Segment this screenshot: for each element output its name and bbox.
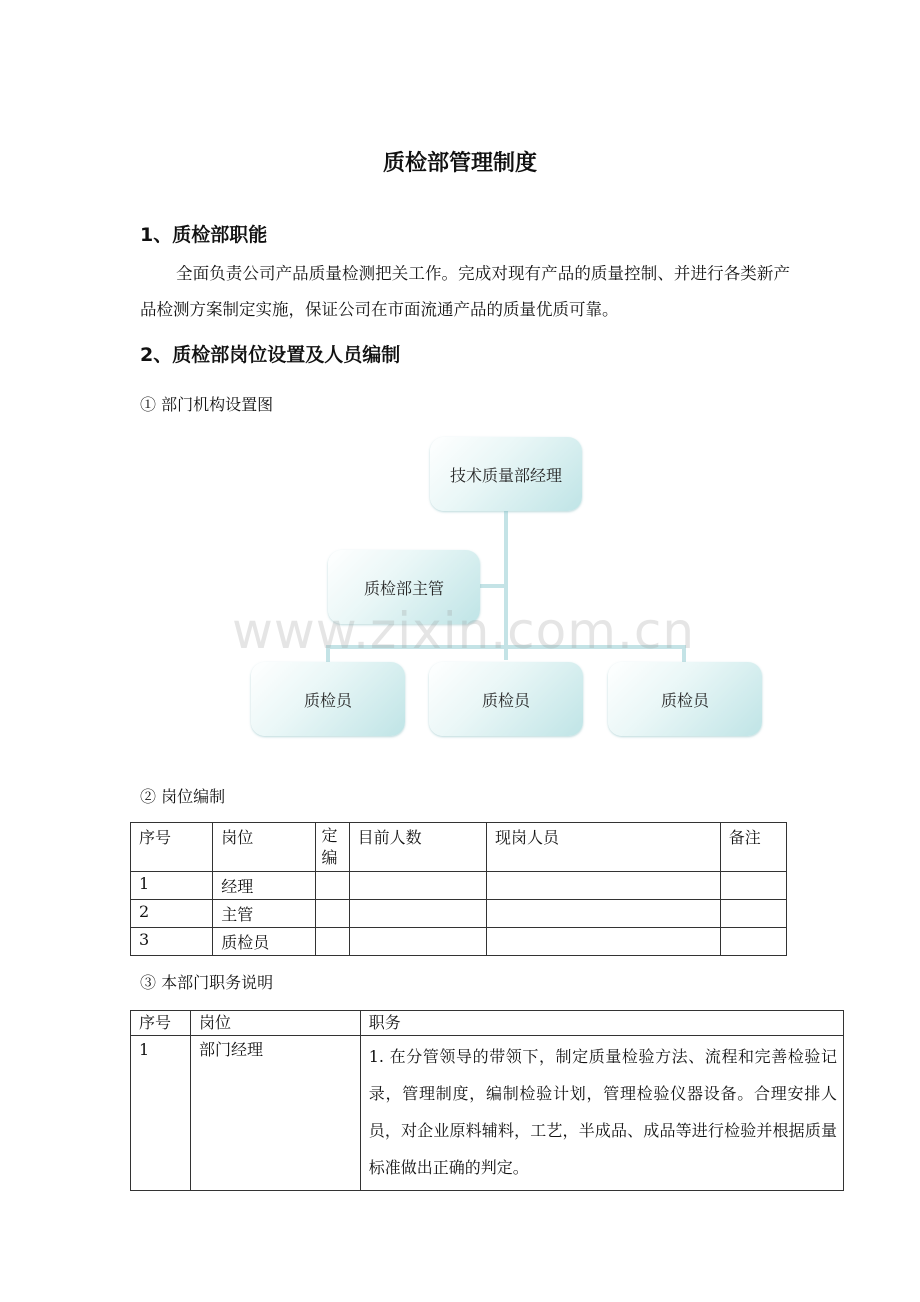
org-box-supervisor: 质检部主管 bbox=[328, 550, 480, 624]
table-cell bbox=[349, 900, 486, 928]
table-cell bbox=[315, 928, 349, 956]
staffing-header-cell: 现岗人员 bbox=[487, 823, 721, 872]
table-row bbox=[131, 928, 787, 956]
table-cell: 1 bbox=[131, 1036, 191, 1191]
table-cell: 2 bbox=[131, 900, 213, 928]
staffing-header-cell: 序号 bbox=[131, 823, 213, 872]
table-cell: 1 bbox=[131, 872, 213, 900]
table-row bbox=[131, 1036, 844, 1191]
duties-header-cell: 职务 bbox=[360, 1011, 843, 1036]
staffing-table bbox=[130, 822, 787, 956]
org-box-inspector-3: 质检员 bbox=[608, 662, 762, 736]
table-cell bbox=[720, 872, 786, 900]
staffing-header-row bbox=[131, 823, 787, 872]
duties-header-row bbox=[131, 1011, 844, 1036]
document-title: 质检部管理制度 bbox=[382, 151, 537, 176]
duties-table bbox=[130, 1010, 844, 1191]
watermark: www.zixin.com.cn bbox=[232, 602, 696, 660]
table-cell: 经理 bbox=[213, 872, 315, 900]
section2-heading: 2、质检部岗位设置及人员编制 bbox=[140, 344, 401, 366]
org-box-inspector-2: 质检员 bbox=[429, 662, 583, 736]
connector-middle bbox=[478, 584, 506, 588]
org-box-inspector-1: 质检员 bbox=[251, 662, 405, 736]
staffing-header-cell: 定编 bbox=[315, 823, 349, 872]
staffing-header-cell: 备注 bbox=[720, 823, 786, 872]
org-chart-label: ① 部门机构设置图 bbox=[140, 395, 274, 414]
staffing-label: ② 岗位编制 bbox=[140, 787, 226, 806]
table-cell: 3 bbox=[131, 928, 213, 956]
table-cell bbox=[349, 872, 486, 900]
table-cell bbox=[349, 928, 486, 956]
duties-header-cell: 序号 bbox=[131, 1011, 191, 1036]
table-cell: 主管 bbox=[213, 900, 315, 928]
org-box-manager: 技术质量部经理 bbox=[430, 437, 582, 511]
duty-description: 1. 在分管领导的带领下，制定质量检验方法、流程和完善检验记录，管理制度，编制检验计划，管理检验仪器设备。合理安排人员，对企业原料辅料，工艺，半成品、成品等进行检验并根据质量标准做出正确的判定。 bbox=[360, 1036, 843, 1191]
table-row bbox=[131, 872, 787, 900]
table-cell bbox=[487, 928, 721, 956]
staffing-header-cell: 岗位 bbox=[213, 823, 315, 872]
section1-heading: 1、质检部职能 bbox=[140, 224, 268, 246]
table-cell bbox=[315, 872, 349, 900]
duties-label: ③ 本部门职务说明 bbox=[140, 973, 274, 992]
table-cell: 质检员 bbox=[213, 928, 315, 956]
table-cell: 部门经理 bbox=[190, 1036, 360, 1191]
table-cell bbox=[720, 900, 786, 928]
table-cell bbox=[315, 900, 349, 928]
table-cell bbox=[720, 928, 786, 956]
duties-header-cell: 岗位 bbox=[190, 1011, 360, 1036]
staffing-header-cell: 目前人数 bbox=[349, 823, 486, 872]
table-cell bbox=[487, 900, 721, 928]
section1-body: 全面负责公司产品质量检测把关工作。完成对现有产品的质量控制、并进行各类新产品检测方案制定实施，保证公司在市面流通产品的质量优质可靠。 bbox=[140, 264, 790, 319]
table-cell bbox=[487, 872, 721, 900]
table-row bbox=[131, 900, 787, 928]
